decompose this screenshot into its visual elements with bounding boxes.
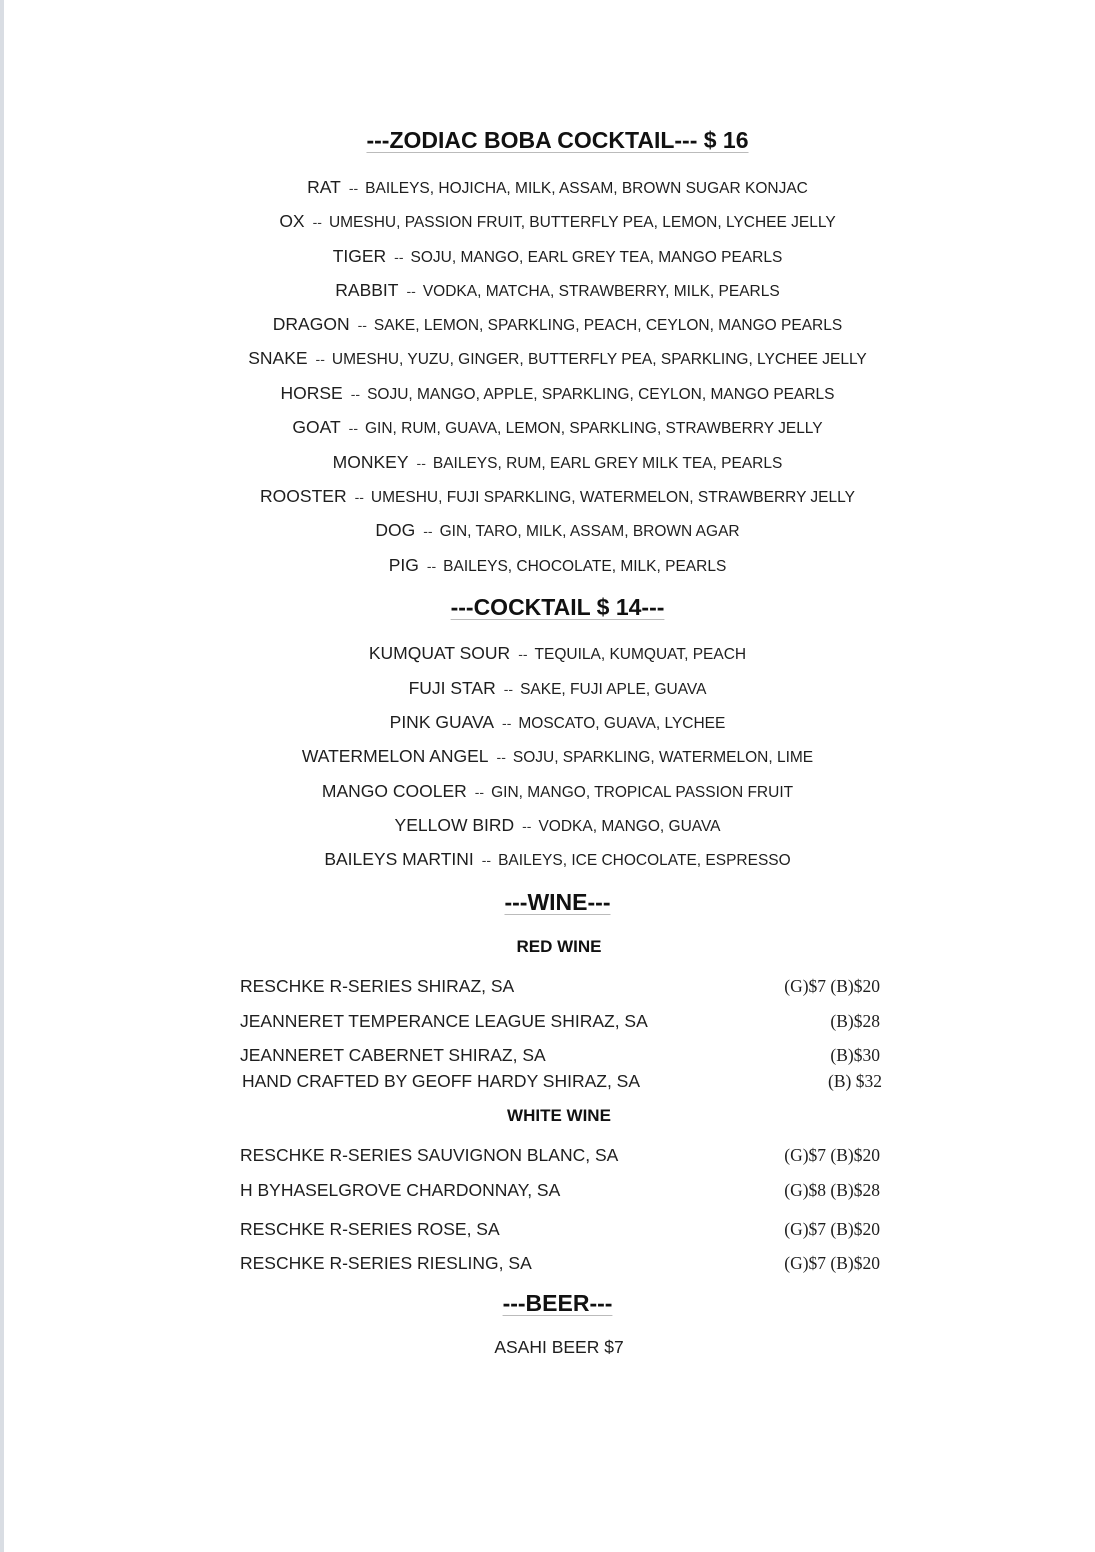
item-name: PINK GUAVA [389, 712, 495, 732]
beer-item: ASAHI BEER $7 [494, 1337, 624, 1357]
item-name: HORSE [280, 383, 343, 403]
wine-name: JEANNERET TEMPERANCE LEAGUE SHIRAZ, SA [240, 1011, 648, 1031]
wine-heading: ---WINE--- [504, 889, 611, 915]
wine-price: (G)$7 (B)$20 [784, 976, 880, 996]
wine-price: (B)$28 [830, 1011, 880, 1031]
item-separator: -- [406, 283, 416, 299]
item-ingredients: UMESHU, FUJI SPARKLING, WATERMELON, STRAWBERRY JELLY [370, 489, 855, 506]
item-separator: -- [474, 784, 485, 800]
item-ingredients: SAKE, LEMON, SPARKLING, PEACH, CEYLON, MANGO PEARLS [373, 317, 843, 334]
item-name: MANGO COOLER [321, 781, 467, 801]
item-separator: -- [315, 351, 325, 367]
item-ingredients: GIN, TARO, MILK, ASSAM, BROWN AGAR [439, 523, 740, 540]
item-name: OX [279, 211, 305, 231]
item-name: SNAKE [248, 348, 308, 368]
item-separator: -- [394, 249, 404, 265]
item-ingredients: BAILEYS, RUM, EARL GREY MILK TEA, PEARLS [432, 455, 783, 472]
red-wine-label: RED WINE [516, 937, 602, 956]
item-name: DOG [375, 520, 416, 540]
zodiac-item [0, 313, 1095, 337]
cocktail-item [0, 745, 1095, 769]
item-separator: -- [502, 715, 512, 731]
item-separator: -- [416, 455, 426, 471]
item-separator: -- [312, 214, 322, 230]
item-name: DRAGON [272, 314, 350, 334]
item-ingredients: TEQUILA, KUMQUAT, PEACH [534, 646, 747, 663]
wine-price: (G)$7 (B)$20 [784, 1145, 880, 1165]
item-ingredients: SOJU, MANGO, EARL GREY TEA, MANGO PEARLS [410, 249, 783, 266]
white-wine-label: WHITE WINE [507, 1106, 611, 1125]
zodiac-item [0, 519, 1095, 543]
zodiac-item [0, 347, 1095, 371]
item-separator: -- [481, 852, 492, 868]
zodiac-item [0, 485, 1095, 509]
item-separator: -- [423, 523, 433, 539]
cocktail-item [0, 642, 1095, 666]
wine-price: (G)$8 (B)$28 [784, 1180, 880, 1200]
item-ingredients: BAILEYS, CHOCOLATE, MILK, PEARLS [443, 558, 727, 575]
item-ingredients: SOJU, SPARKLING, WATERMELON, LIME [512, 749, 814, 766]
cocktail-heading: ---COCKTAIL $ 14--- [450, 594, 665, 620]
wine-price: (B) $32 [828, 1071, 882, 1091]
zodiac-item [0, 416, 1095, 440]
item-name: FUJI STAR [408, 678, 496, 698]
item-name: KUMQUAT SOUR [368, 643, 511, 663]
item-separator: -- [496, 749, 506, 765]
cocktail-item [0, 848, 1095, 872]
zodiac-item [0, 279, 1095, 303]
wine-name: RESCHKE R-SERIES RIESLING, SA [240, 1253, 532, 1273]
item-separator: -- [348, 420, 358, 436]
cocktail-item [0, 780, 1095, 804]
zodiac-item [0, 176, 1095, 200]
item-ingredients: BAILEYS, HOJICHA, MILK, ASSAM, BROWN SUGAR KONJAC [365, 180, 808, 197]
wine-name: RESCHKE R-SERIES SHIRAZ, SA [240, 976, 515, 996]
wine-price: (B)$30 [830, 1045, 880, 1065]
wine-name: JEANNERET CABERNET SHIRAZ, SA [240, 1045, 546, 1065]
wine-name: HAND CRAFTED BY GEOFF HARDY SHIRAZ, SA [242, 1071, 641, 1091]
zodiac-item [0, 554, 1095, 578]
wine-name: RESCHKE R-SERIES ROSE, SA [240, 1219, 500, 1239]
item-ingredients: SAKE, FUJI APLE, GUAVA [520, 681, 707, 698]
item-ingredients: MOSCATO, GUAVA, LYCHEE [518, 715, 726, 732]
item-name: RAT [307, 177, 341, 197]
item-ingredients: GIN, RUM, GUAVA, LEMON, SPARKLING, STRAWBERRY JELLY [364, 420, 823, 437]
item-ingredients: GIN, MANGO, TROPICAL PASSION FRUIT [491, 784, 794, 801]
wine-name: RESCHKE R-SERIES SAUVIGNON BLANC, SA [240, 1145, 619, 1165]
item-separator: -- [348, 180, 359, 196]
cocktail-item [0, 711, 1095, 735]
item-name: RABBIT [335, 280, 399, 300]
item-ingredients: SOJU, MANGO, APPLE, SPARKLING, CEYLON, MANGO PEARLS [367, 386, 835, 403]
item-ingredients: VODKA, MANGO, GUAVA [538, 818, 721, 835]
cocktail-item [0, 677, 1095, 701]
zodiac-item [0, 210, 1095, 234]
wine-price: (G)$7 (B)$20 [784, 1219, 880, 1239]
item-ingredients: UMESHU, PASSION FRUIT, BUTTERFLY PEA, LEMON, LYCHEE JELLY [328, 214, 836, 231]
item-name: YELLOW BIRD [394, 815, 515, 835]
item-name: TIGER [332, 246, 387, 266]
item-name: PIG [388, 555, 419, 575]
item-separator: -- [522, 818, 532, 834]
item-name: MONKEY [332, 452, 409, 472]
zodiac-heading: ---ZODIAC BOBA COCKTAIL--- $ 16 [366, 127, 749, 153]
item-ingredients: BAILEYS, ICE CHOCOLATE, ESPRESSO [498, 852, 791, 869]
cocktail-item [0, 814, 1095, 838]
item-name: GOAT [292, 417, 341, 437]
item-separator: -- [350, 386, 361, 402]
beer-heading: ---BEER--- [502, 1290, 613, 1316]
zodiac-item [0, 245, 1095, 269]
wine-name: H BYHASELGROVE CHARDONNAY, SA [240, 1180, 561, 1200]
zodiac-item [0, 382, 1095, 406]
item-separator: -- [354, 489, 364, 505]
item-name: BAILEYS MARTINI [324, 849, 474, 869]
wine-price: (G)$7 (B)$20 [784, 1253, 880, 1273]
item-name: WATERMELON ANGEL [301, 746, 489, 766]
item-ingredients: UMESHU, YUZU, GINGER, BUTTERFLY PEA, SPARKLING, LYCHEE JELLY [331, 351, 867, 368]
item-ingredients: VODKA, MATCHA, STRAWBERRY, MILK, PEARLS [422, 283, 780, 300]
item-separator: -- [503, 681, 514, 697]
item-name: ROOSTER [260, 486, 347, 506]
item-separator: -- [426, 558, 437, 574]
item-separator: -- [357, 317, 367, 333]
item-separator: -- [518, 646, 528, 662]
zodiac-item [0, 451, 1095, 475]
